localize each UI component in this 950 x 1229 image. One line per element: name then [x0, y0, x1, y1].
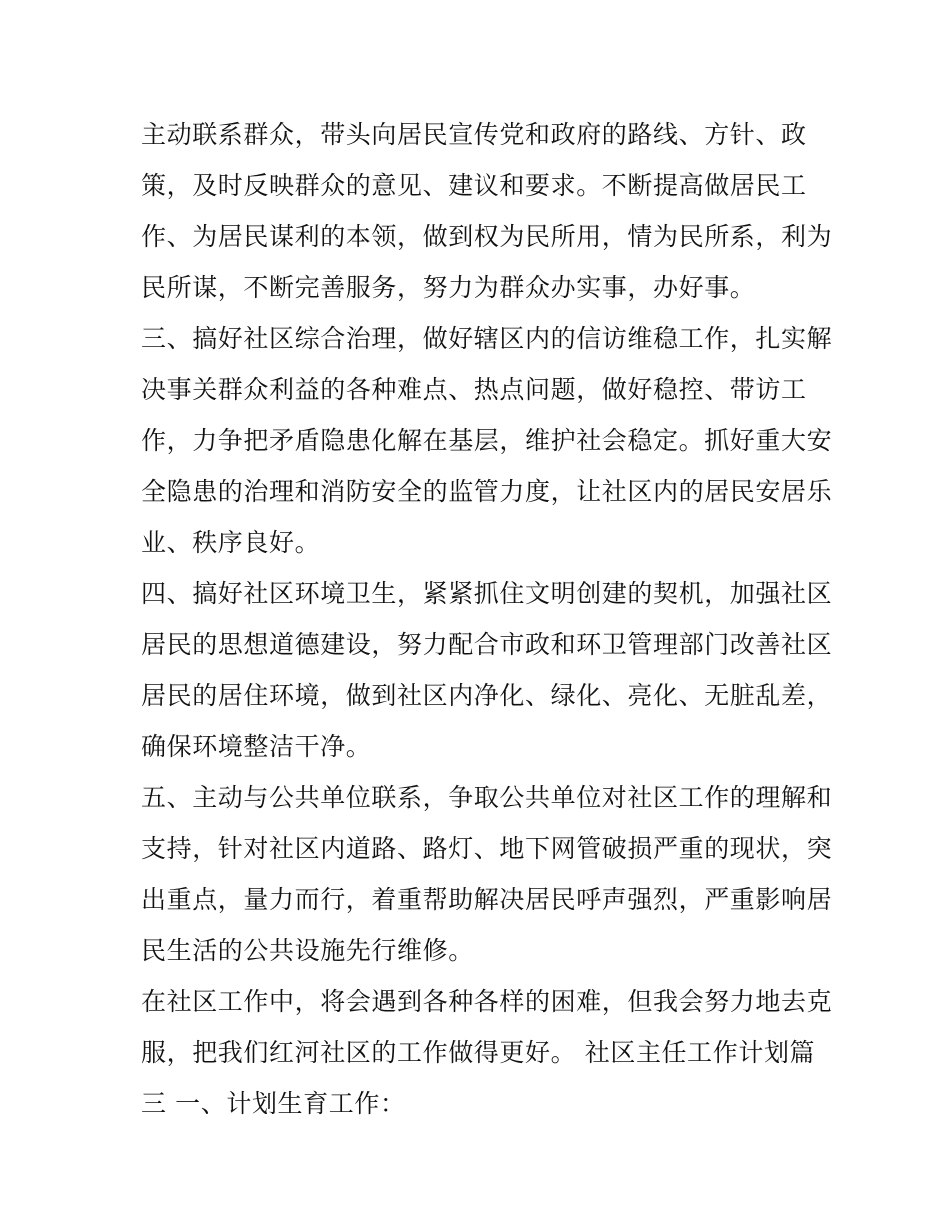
- text-line: 居民的思想道德建设，努力配合市政和环卫管理部门改善社区: [141, 630, 833, 659]
- text-line: 民生活的公共设施先行维修。: [141, 936, 474, 965]
- text-line: 三、搞好社区综合治理，做好辖区内的信访维稳工作，扎实解: [141, 324, 833, 353]
- text-line: 三 一、计划生育工作：: [141, 1089, 406, 1118]
- text-line: 业、秩序良好。: [141, 528, 321, 557]
- document-body: [141, 109, 833, 1129]
- text-line: 主动联系群众，带头向居民宣传党和政府的路线、方针、政: [141, 120, 807, 149]
- text-line: 民所谋，不断完善服务，努力为群众办实事，办好事。: [141, 273, 756, 302]
- text-line: 支持，针对社区内道路、路灯、地下网管破损严重的现状，突: [141, 834, 833, 863]
- text-line: 全隐患的治理和消防安全的监管力度，让社区内的居民安居乐: [141, 477, 833, 506]
- text-line: 确保环境整洁干净。: [141, 732, 372, 761]
- text-line: 居民的居住环境，做到社区内净化、绿化、亮化、无脏乱差，: [141, 681, 833, 710]
- text-line: 策，及时反映群众的意见、建议和要求。不断提高做居民工: [141, 171, 807, 200]
- text-line: 服，把我们红河社区的工作做得更好。 社区主任工作计划篇: [141, 1038, 816, 1067]
- text-line: 五、主动与公共单位联系，争取公共单位对社区工作的理解和: [141, 783, 833, 812]
- text-line: 作、为居民谋利的本领，做到权为民所用，情为民所系，利为: [141, 222, 833, 251]
- text-line: 作，力争把矛盾隐患化解在基层，维护社会稳定。抓好重大安: [141, 426, 833, 455]
- text-line: 在社区工作中，将会遇到各种各样的困难，但我会努力地去克: [141, 987, 833, 1016]
- text-line: 出重点，量力而行，着重帮助解决居民呼声强烈，严重影响居: [141, 885, 833, 914]
- text-line: 四、搞好社区环境卫生，紧紧抓住文明创建的契机，加强社区: [141, 579, 833, 608]
- text-line: 决事关群众利益的各种难点、热点问题，做好稳控、带访工: [141, 375, 807, 404]
